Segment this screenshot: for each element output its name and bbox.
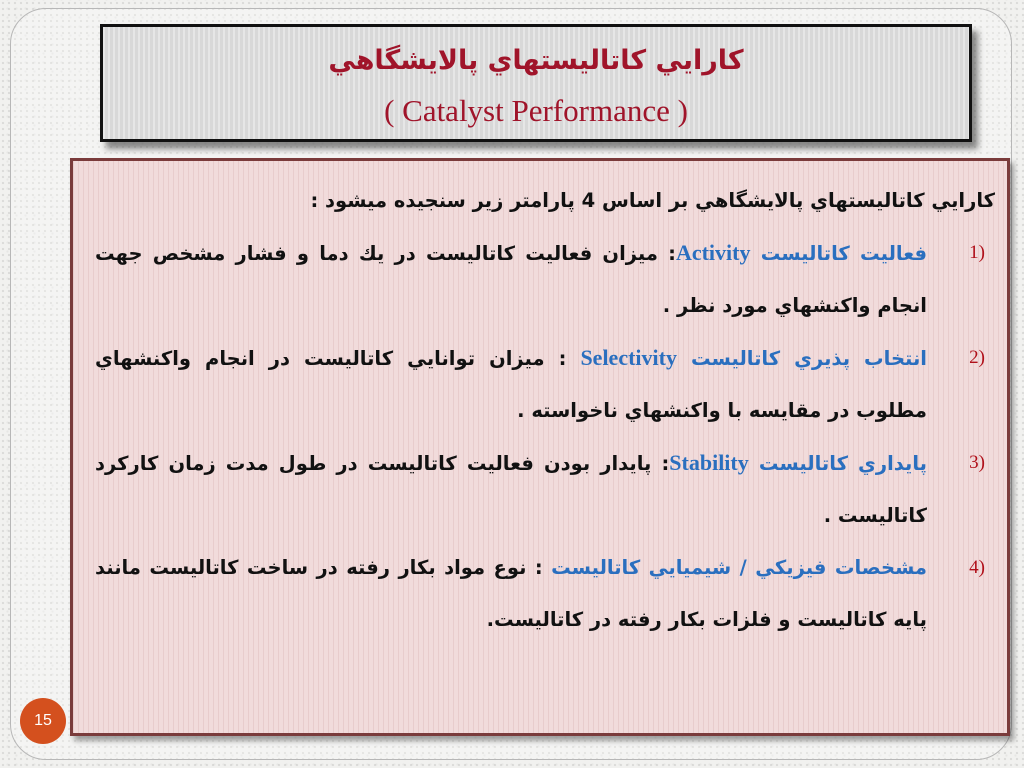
item-term: انتخاب پذيري كاتاليست <box>691 347 927 370</box>
item-number: 2) <box>969 347 985 368</box>
list-item-stability <box>95 437 995 542</box>
item-separator: : <box>534 556 543 579</box>
item-separator: : <box>668 242 676 265</box>
list-item-properties <box>95 542 995 646</box>
item-term-english: Stability <box>669 450 749 475</box>
item-separator: : <box>661 452 670 475</box>
item-term-english: Selectivity <box>580 345 677 370</box>
item-term: مشخصات فيزيكي / شيميايي كاتاليست <box>551 556 927 579</box>
list-item-activity <box>95 227 995 332</box>
list-item-selectivity <box>95 332 995 437</box>
item-term-english: Activity <box>675 240 751 265</box>
title-box <box>100 24 972 142</box>
item-number: 3) <box>969 452 985 473</box>
content-body <box>95 175 995 646</box>
content-box <box>70 158 1010 736</box>
intro-text: كارايي كاتاليستهاي پالايشگاهي بر اساس 4 پارامتر زير سنجيده ميشود : <box>310 189 995 212</box>
item-term: پايداري كاتاليست <box>758 452 928 475</box>
item-term: فعاليت كاتاليست <box>760 242 927 265</box>
item-separator: : <box>558 347 567 370</box>
item-number: 4) <box>969 557 985 578</box>
title-english: ( Catalyst Performance ) <box>384 93 688 128</box>
item-description: ميزان توانايي كاتاليست در انجام واكنشهاي مطلوب در مقايسه با واكنشهاي ناخواسته . <box>95 347 927 422</box>
item-description: ميزان فعاليت كاتاليست در يك دما و فشار مشخص جهت انجام واكنشهاي مورد نظر . <box>95 242 927 317</box>
item-description: نوع مواد بكار رفته در ساخت كاتاليست مانند پايه كاتاليست و فلزات بكار رفته در كاتاليست. <box>95 556 927 631</box>
page-number-badge: 15 <box>20 698 66 744</box>
item-number: 1) <box>969 242 985 263</box>
item-description: پايدار بودن فعاليت كاتاليست در طول مدت زمان كاركرد كاتاليست . <box>95 452 927 527</box>
title-persian: كارايي كاتاليستهاي پالايشگاهي <box>328 45 744 76</box>
